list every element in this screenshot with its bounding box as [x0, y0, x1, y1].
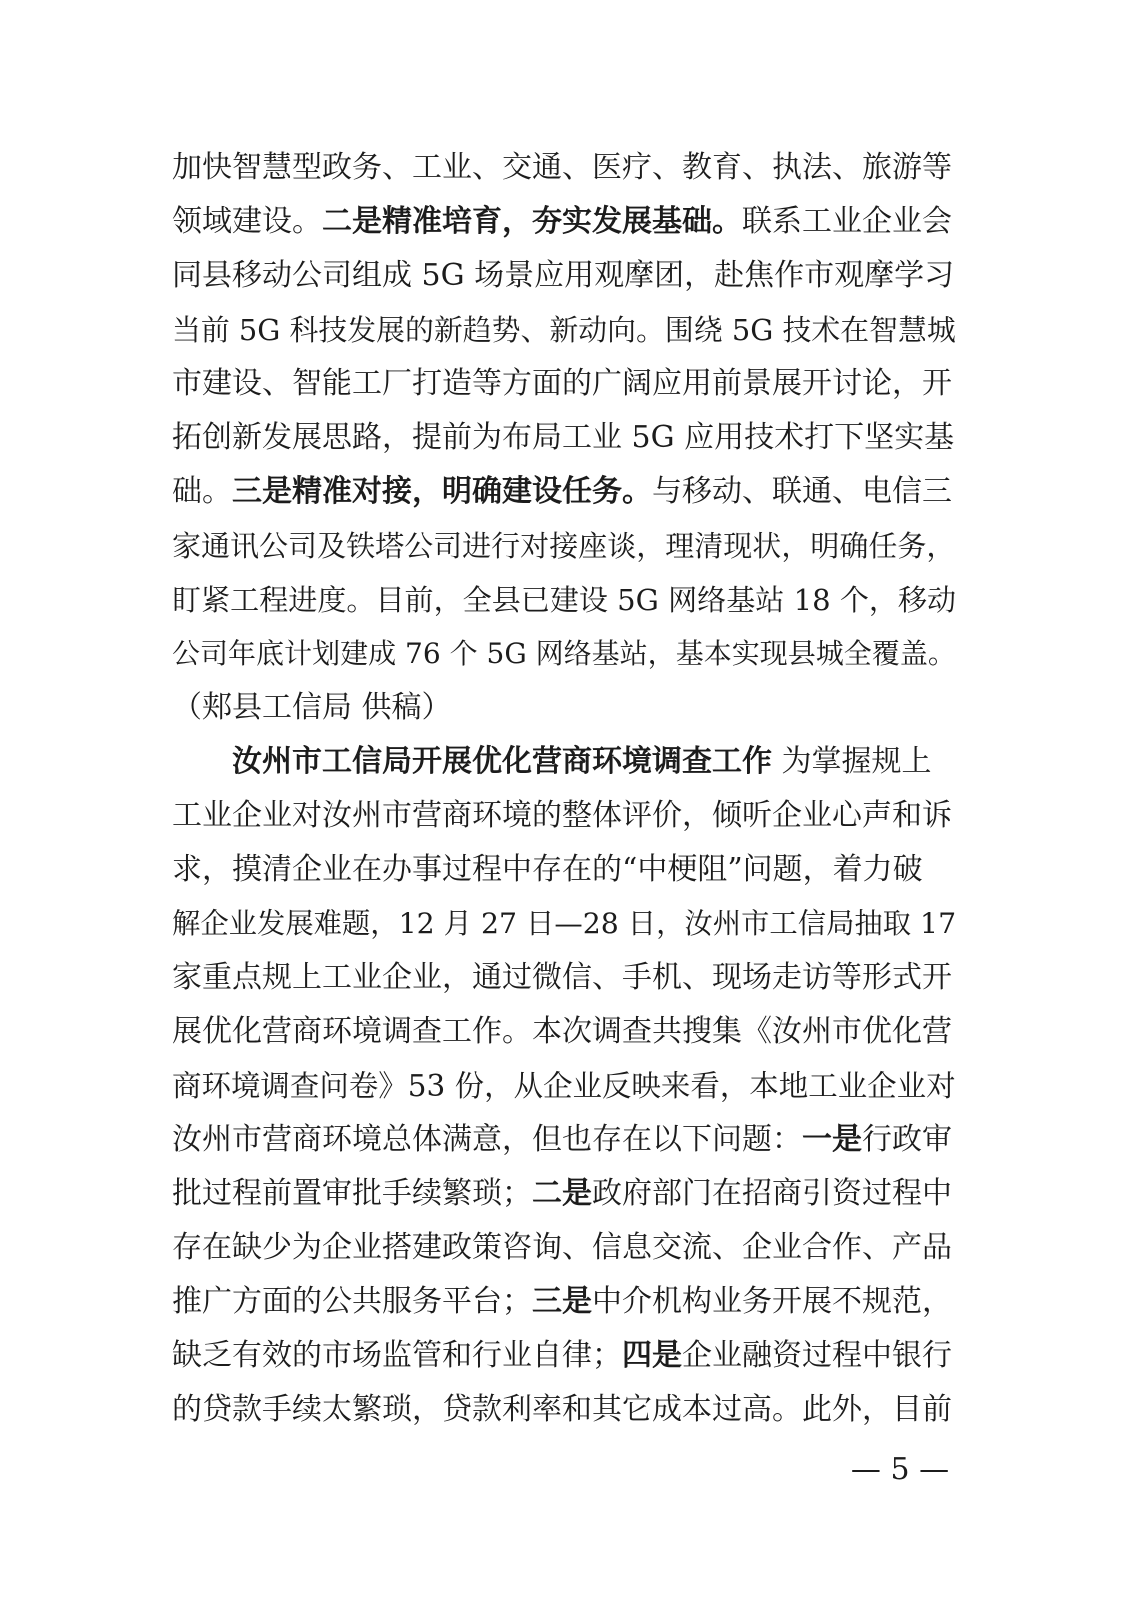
bold-marker: 二是	[532, 1176, 592, 1211]
text-line: 缺乏有效的市场监管和行业自律；四是企业融资过程中银行	[172, 1338, 952, 1373]
text-line: 同县移动公司组成 5G 场景应用观摩团，赴焦作市观摩学习	[172, 258, 955, 293]
text-line: 家重点规上工业企业，通过微信、手机、现场走访等形式开	[172, 960, 952, 995]
article-title: 汝州市工信局开展优化营商环境调查工作	[232, 744, 772, 779]
text-line: 公司年底计划建成 76 个 5G 网络基站，基本实现县城全覆盖。	[172, 637, 956, 670]
text-line: 领域建设。二是精准培育，夯实发展基础。联系工业企业会	[172, 204, 952, 239]
bold-heading: 三是精准对接，明确建设任务。	[232, 474, 652, 509]
text-line: 加快智慧型政务、工业、交通、医疗、教育、执法、旅游等	[172, 150, 952, 185]
text-line: 础。三是精准对接，明确建设任务。与移动、联通、电信三	[172, 474, 952, 509]
text-line: 推广方面的公共服务平台；三是中介机构业务开展不规范，	[172, 1284, 952, 1319]
text-line: 汝州市工信局开展优化营商环境调查工作 为掌握规上	[232, 744, 932, 779]
text-line: 市建设、智能工厂打造等方面的广阔应用前景展开讨论，开	[172, 366, 952, 401]
text-line: 汝州市营商环境总体满意，但也存在以下问题：一是行政审	[172, 1122, 952, 1157]
page-number: — 5 —	[850, 1452, 950, 1487]
text-line: 拓创新发展思路，提前为布局工业 5G 应用技术打下坚实基	[172, 420, 955, 455]
bold-marker: 四是	[622, 1338, 682, 1373]
source-credit: （郏县工信局 供稿）	[172, 690, 452, 725]
text-line: 解企业发展难题，12 月 27 日—28 日，汝州市工信局抽取 17	[172, 907, 957, 940]
text-line: 家通讯公司及铁塔公司进行对接座谈，理清现状，明确任务，	[172, 529, 956, 563]
bold-heading: 二是精准培育，夯实发展基础。	[322, 204, 742, 239]
text-line: 工业企业对汝州市营商环境的整体评价，倾听企业心声和诉	[172, 798, 952, 833]
bold-marker: 三是	[532, 1284, 592, 1319]
text-line: 盯紧工程进度。目前，全县已建设 5G 网络基站 18 个，移动	[172, 583, 957, 617]
text-line: 展优化营商环境调查工作。本次调查共搜集《汝州市优化营	[172, 1014, 952, 1049]
text-line: 存在缺少为企业搭建政策咨询、信息交流、企业合作、产品	[172, 1230, 952, 1265]
text-line: 当前 5G 科技发展的新趋势、新动向。围绕 5G 技术在智慧城	[172, 313, 956, 347]
bold-marker: 一是	[802, 1122, 862, 1157]
text-line: 商环境调查问卷》53 份，从企业反映来看，本地工业企业对	[172, 1069, 956, 1103]
text-line: 的贷款手续太繁琐，贷款利率和其它成本过高。此外，目前	[172, 1392, 952, 1427]
text-line: 求，摸清企业在办事过程中存在的“中梗阻”问题，着力破	[172, 852, 923, 887]
text-line: 批过程前置审批手续繁琐；二是政府部门在招商引资过程中	[172, 1176, 952, 1211]
